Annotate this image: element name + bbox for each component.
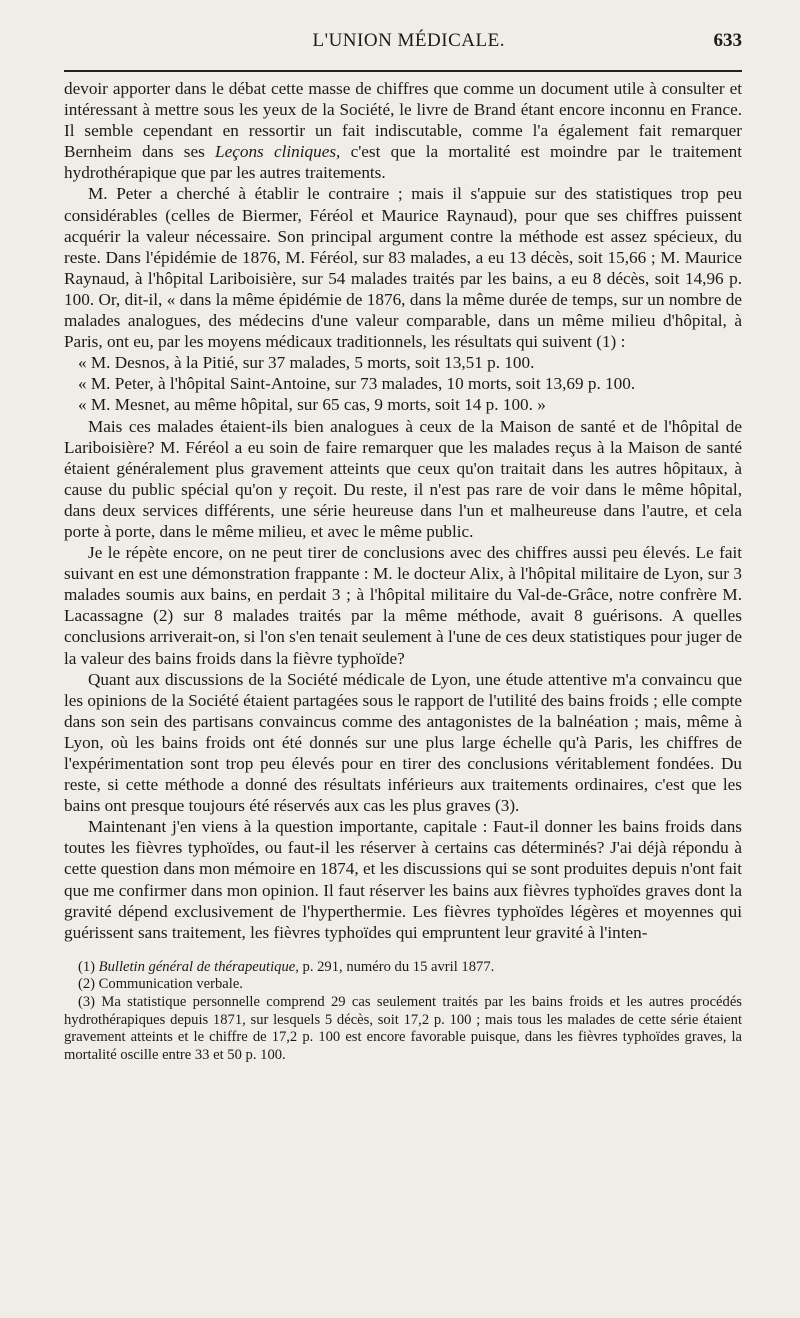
running-header xyxy=(64,30,742,62)
footnote-3: (3) Ma statistique personnelle comprend 29 cas seulement traités par les bains froids et les autres procédés hydrothérapiques depuis 1871, sur lesquels 5 décès, soit 17,2 p. 100 ; mais tous les malades de cette série étaient gravement atteints et le chiffre de 17,2 p. 100 est encore favorable puisque, dans les fièvres typhoïdes graves, la mortalité oscille entre 33 et 50 p. 100. xyxy=(64,994,742,1063)
journal-title: L'UNION MÉDICALE. xyxy=(312,30,505,51)
paragraph-2: M. Peter a cherché à établir le contraire ; mais il s'appuie sur des statistiques trop peu considérables (celles de Biermer, Féréol et Maurice Raynaud), pour que ses chiffres puissent acquérir la valeur nécessaire. Son principal argument contre la méthode est assez spécieux, du reste. Dans l'épidémie de 1876, M. Féréol, sur 83 malades, a eu 13 décès, soit 15,66 ; M. Maurice Raynaud, à l'hôpital Lariboisière, sur 54 malades traités par les bains, a eu 8 décès, soit 14,96 p. 100. Or, dit-il, « dans la même épidémie de 1876, dans la même durée de temps, sur un nombre de malades analogues, des médecins d'une valeur comparable, dans un même milieu d'hôpital, à Paris, ont eu, par les moyens médicaux traditionnels, les résultats qui suivent (1) : xyxy=(64,184,742,352)
quote-mesnet: « M. Mesnet, au même hôpital, sur 65 cas, 9 morts, soit 14 p. 100. » xyxy=(78,395,546,415)
paragraph-4: Je le répète encore, on ne peut tirer de conclusions avec des chiffres aussi peu élevés. Le fait suivant en est une démonstration frappante : M. le docteur Alix, à l'hôpital militaire de Lyon, sur 3 malades soumis aux bains, en perdait 3 ; à l'hôpital militaire du Val-de-Grâce, notre confrère M. Lacassagne (2) sur 8 malades traités par la même méthode, avait 8 guérisons. A quelles conclusions arriverait-on, si l'on s'en tenait seulement à l'une de ces deux statistiques pour juger de la valeur des bains froids dans la fièvre typhoïde? xyxy=(64,543,742,668)
header-rule xyxy=(64,70,742,72)
quote-desnos: « M. Desnos, à la Pitié, sur 37 malades, 5 morts, soit 13,51 p. 100. xyxy=(78,353,535,373)
journal-page xyxy=(64,30,742,1300)
quote-peter: « M. Peter, à l'hôpital Saint-Antoine, sur 73 malades, 10 morts, soit 13,69 p. 100. xyxy=(78,374,636,394)
italic-title: Leçons cliniques, xyxy=(215,142,341,162)
footnote-2: (2) Communication verbale. xyxy=(78,976,243,993)
paragraph-3: Mais ces malades étaient-ils bien analogues à ceux de la Maison de santé et de l'hôpital de Lariboisière? M. Féréol a eu soin de faire remarquer que les malades reçus à la Maison de santé étaient généralement plus gravement atteints que ceux qu'on traitait dans les autres hôpitaux, à cause du public spécial qu'on y reçoit. Du reste, il n'est pas rare de voir dans le même hôpital, dans deux services différents, une série heureuse dans l'un et malheureuse dans l'autre, et cela porte à porte, dans le même milieu, et avec le même public. xyxy=(64,416,742,541)
paragraph-6: Maintenant j'en viens à la question importante, capitale : Faut-il donner les bains froids dans toutes les fièvres typhoïdes, ou faut-il les réserver à certains cas déterminés? J'ai déjà répondu à cette question dans mon mémoire en 1874, et les discussions qui se sont produites depuis n'ont fait que me confirmer dans mon opinion. Il faut réserver les bains aux fièvres typhoïdes graves dont la gravité dépend exclusivement de l'hyperthermie. Les fièvres typhoïdes légères et moyennes qui guérissent sans traitement, les fièvres typhoïdes qui empruntent leur gravité à l'inten- xyxy=(64,817,742,942)
article-body xyxy=(64,78,742,943)
page-number: 633 xyxy=(713,30,742,51)
footnote-1: (1) Bulletin général de thérapeutique, p. 291, numéro du 15 avril 1877. xyxy=(78,958,495,975)
paragraph-1: devoir apporter dans le débat cette masse de chiffres que comme un document utile à consulter et intéressant à mettre sous les yeux de la Société, le livre de Brand étant encore inconnu en France. Il semble cependant en ressortir un fait indiscutable, comme l'a également fait remarquer Bernheim dans ses Leçons cliniques, c'est que la mortalité est moindre par le traitement hydrothérapique que par les autres traitements. xyxy=(64,79,742,183)
paragraph-5: Quant aux discussions de la Société médicale de Lyon, une étude attentive m'a convaincu que les opinions de la Société étaient partagées sous le rapport de l'utilité des bains froids ; elle compte dans son sein des partisans convaincus comme des antagonistes de la balnéation ; mais, même à Lyon, où les bains froids ont été donnés sur une plus large échelle qu'à Paris, les chiffres de l'expérimentation sont trop peu élevés pour en tirer des conclusions véritablement fondées. Du reste, si cette méthode a donné des résultats inférieurs aux traitements ordinaires, c'est que les bains ont presque toujours été réservés aux cas les plus graves (3). xyxy=(64,669,742,816)
footnote-1-italic: Bulletin général de thérapeutique, xyxy=(98,958,299,975)
footnotes xyxy=(64,959,742,1065)
